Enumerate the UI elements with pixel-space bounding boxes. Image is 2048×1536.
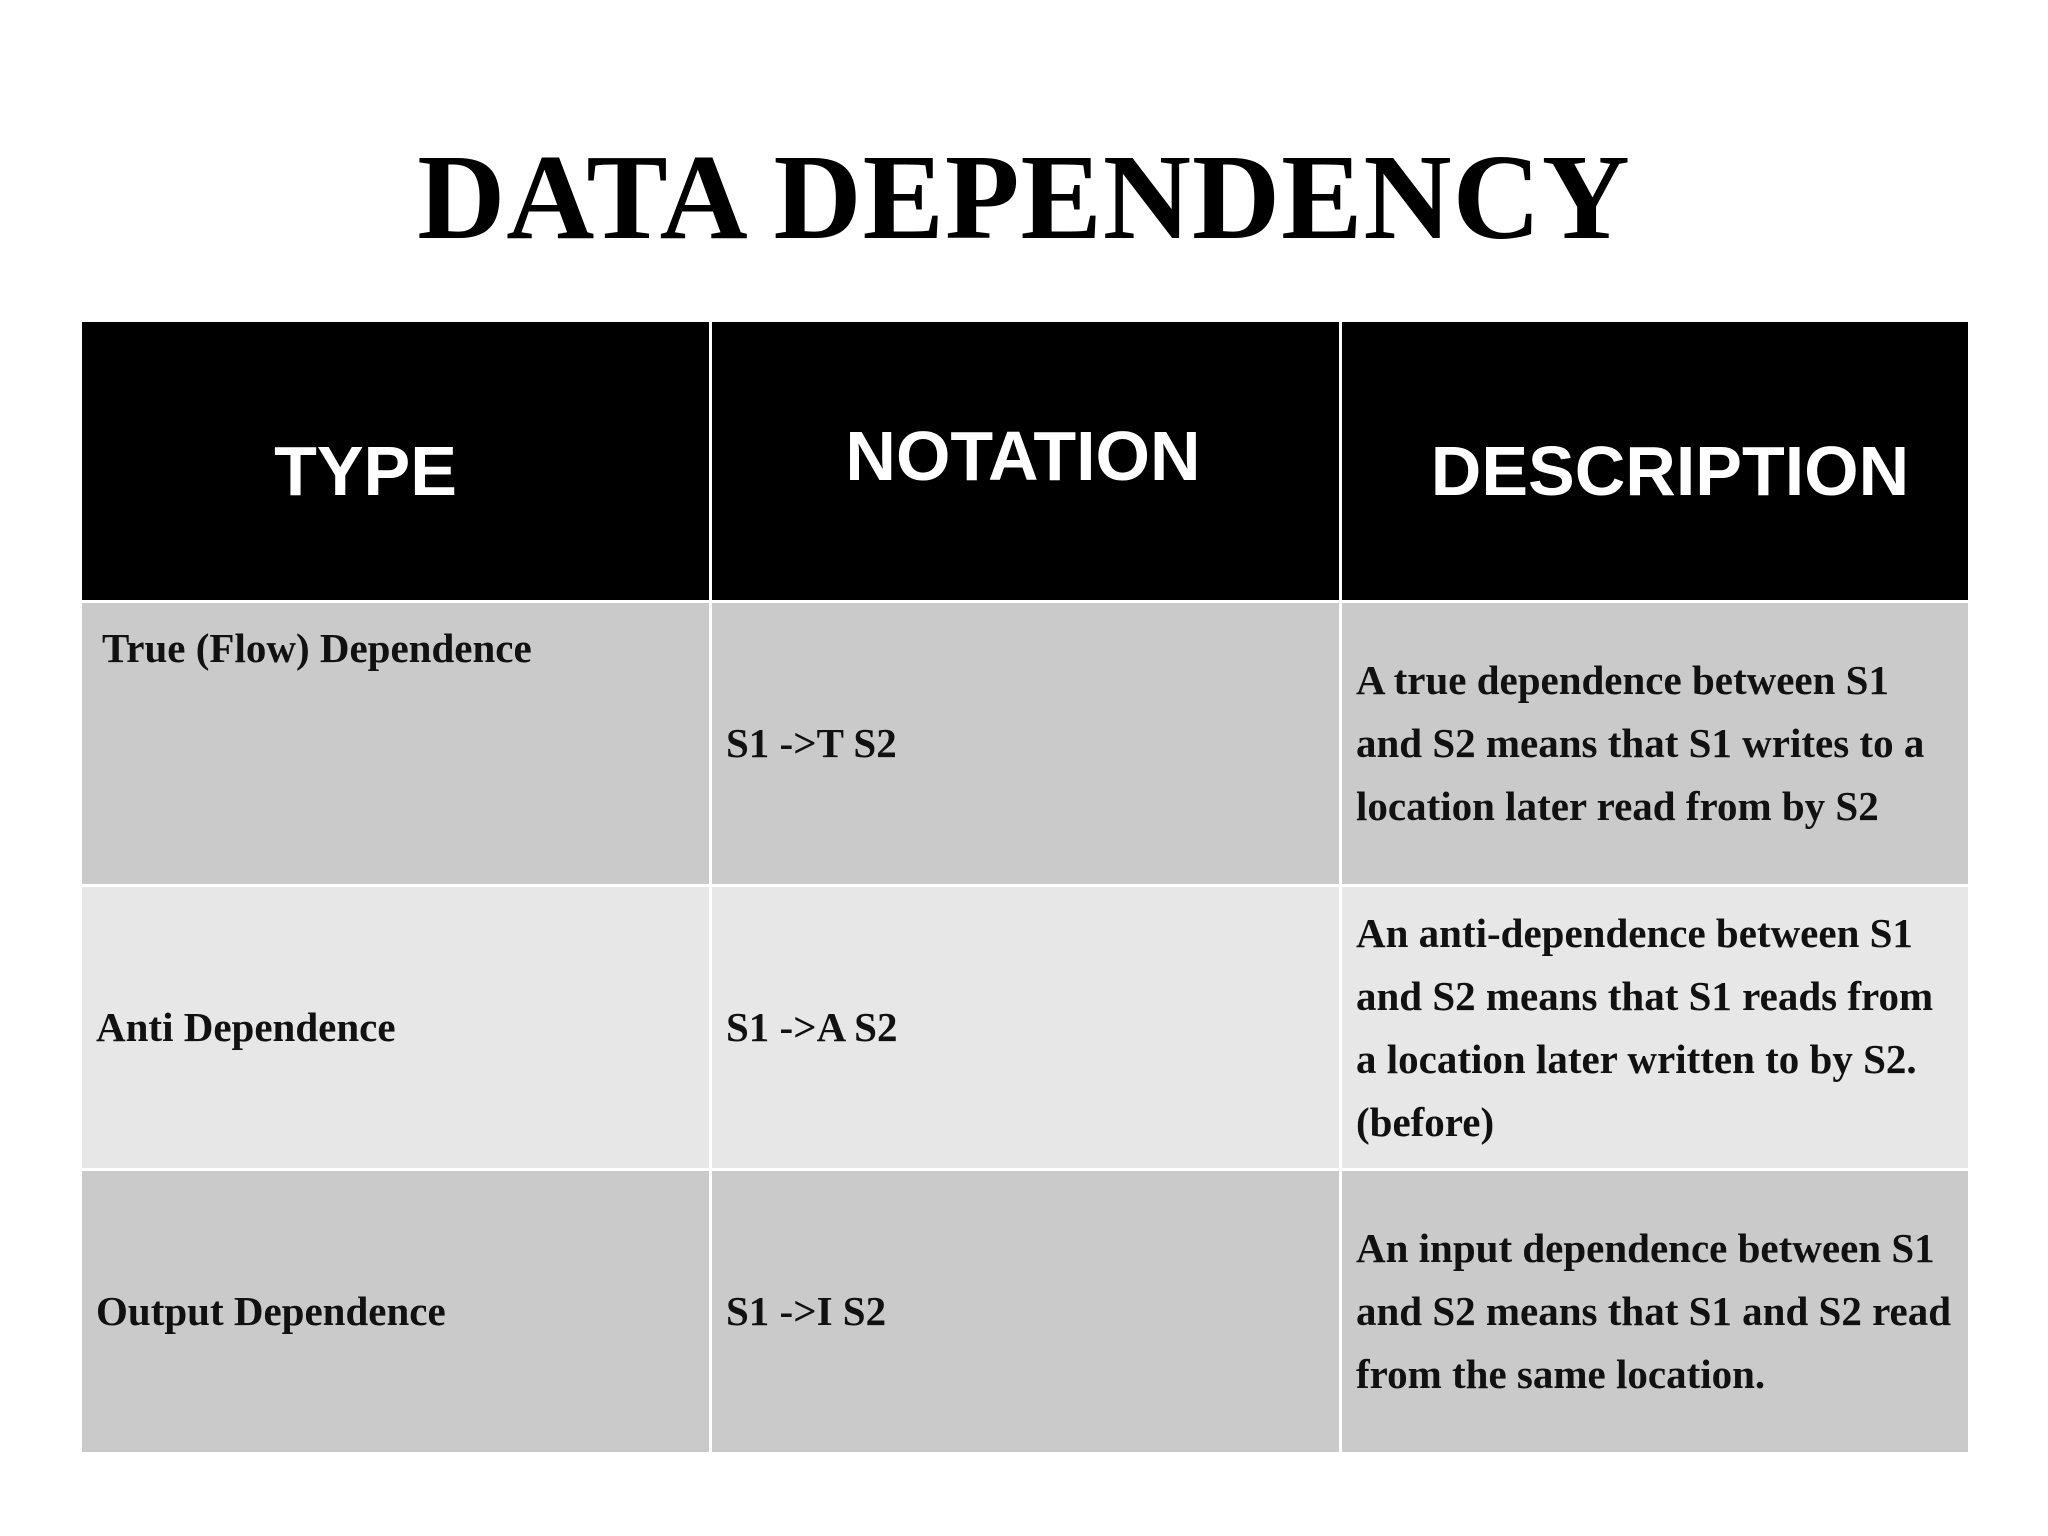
header-type: TYPE (82, 322, 709, 600)
row-1-type: True (Flow) Dependence (82, 603, 709, 884)
row-2-type: Anti Dependence (82, 887, 709, 1168)
row-2-notation: S1 ->A S2 (712, 887, 1339, 1168)
header-description: DESCRIPTION (1342, 322, 1968, 600)
dependency-table (82, 322, 1968, 1452)
row-1-description (1342, 603, 1968, 884)
row-3-notation: S1 ->I S2 (712, 1171, 1339, 1452)
row-3-description-text: An input dependence between S1 and S2 means that S1 and S2 read from the same location. (1356, 1225, 1952, 1397)
row-3-description (1342, 1171, 1968, 1452)
header-notation: NOTATION (712, 322, 1339, 600)
row-1-notation: S1 ->T S2 (712, 603, 1339, 884)
page-title: DATA DEPENDENCY (417, 130, 1631, 265)
row-2-description-text: An anti-dependence between S1 and S2 means that S1 reads from a location later written to by S2.(before) (1356, 909, 1934, 1145)
row-3-type: Output Dependence (82, 1171, 709, 1452)
row-1-description-text: A true dependence between S1 and S2 means that S1 writes to a location later read from by S2 (1356, 657, 1925, 829)
row-2-description (1342, 887, 1968, 1168)
